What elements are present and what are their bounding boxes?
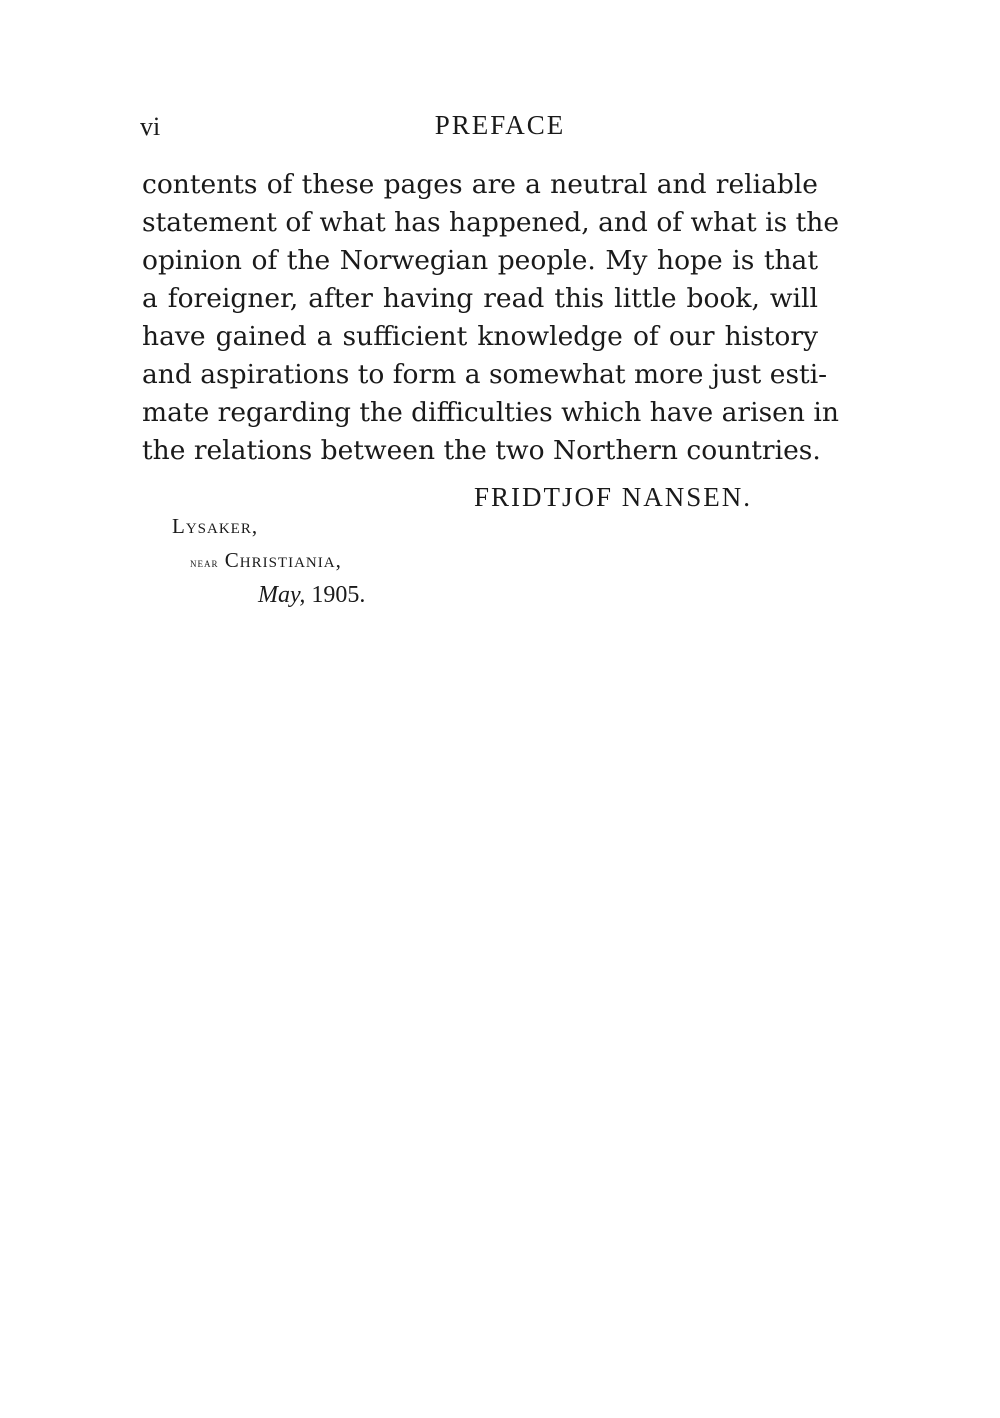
- place-name: Lysaker,: [172, 514, 259, 538]
- place-line-3: [258, 582, 365, 609]
- body-text: [142, 166, 840, 470]
- body-line: the relations between the two Northern countries.: [142, 435, 821, 466]
- date-year: 1905.: [311, 582, 366, 608]
- body-line: contents of these pages are a neutral and reliable: [142, 169, 818, 200]
- body-line: statement of what has happened, and of what is the: [142, 207, 840, 238]
- body-line: have gained a sufficient knowledge of our history: [142, 321, 818, 352]
- place-line-2: [190, 548, 342, 573]
- place-line-1: [172, 514, 258, 539]
- body-line: and aspirations to form a somewhat more just esti-: [142, 359, 828, 390]
- place-prefix: near: [190, 555, 219, 570]
- running-head: PREFACE: [434, 110, 566, 140]
- date-month: May,: [258, 582, 306, 608]
- page-number: vi: [140, 112, 161, 141]
- body-line: mate regarding the difficulties which have arisen in: [142, 397, 839, 428]
- signature: FRIDTJOF NANSEN.: [474, 482, 753, 512]
- body-line: opinion of the Norwegian people. My hope is that: [142, 245, 818, 276]
- body-line: a foreigner, after having read this little book, will: [142, 283, 818, 314]
- place-city: Christiania,: [224, 548, 342, 572]
